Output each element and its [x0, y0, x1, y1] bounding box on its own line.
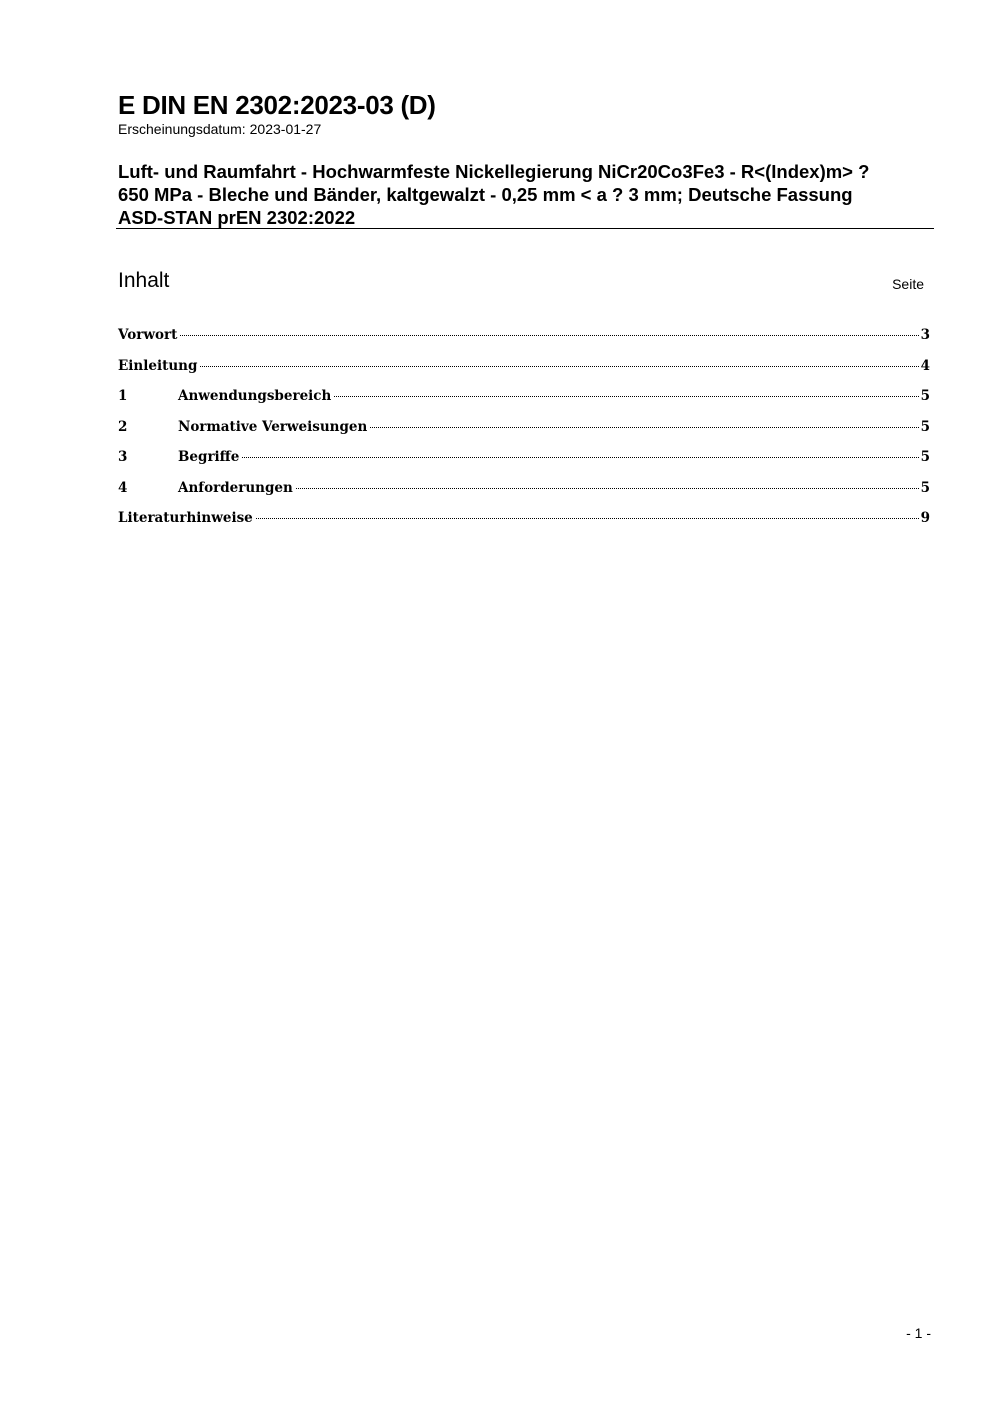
- toc-leader-dots: [242, 457, 918, 458]
- toc-leader-dots: [200, 366, 918, 367]
- toc-heading: Inhalt: [118, 269, 170, 292]
- toc-entry-page: 5: [920, 449, 930, 465]
- title-divider: [116, 228, 934, 229]
- toc-entry-label: Normative Verweisungen: [178, 418, 368, 435]
- toc-entry-label: Einleitung: [118, 357, 198, 374]
- document-title: [118, 160, 933, 229]
- toc-entry-einleitung[interactable]: [118, 357, 930, 388]
- toc-entry-literaturhinweise[interactable]: [118, 509, 930, 540]
- toc-leader-dots: [256, 518, 919, 519]
- toc-leader-dots: [180, 335, 918, 336]
- toc-entry-page: 3: [920, 327, 930, 343]
- toc-page-column-label: Seite: [892, 276, 924, 292]
- toc-entry-vorwort[interactable]: [118, 326, 930, 357]
- toc-entry-page: 5: [920, 418, 930, 435]
- toc-entry-normative-verweisungen[interactable]: [118, 418, 930, 449]
- toc-entry-number: 1: [118, 388, 128, 404]
- toc-leader-dots: [296, 488, 919, 489]
- title-line: Luft- und Raumfahrt - Hochwarmfeste Nickellegierung NiCr20Co3Fe3 - R<(Index)m> ?: [118, 161, 870, 182]
- publication-date-line: [118, 121, 321, 138]
- toc-entry-anforderungen[interactable]: [118, 479, 930, 510]
- toc-entry-label: Anforderungen: [178, 479, 293, 496]
- toc-leader-dots: [370, 427, 918, 428]
- toc-entry-label: Vorwort: [118, 327, 178, 343]
- toc-entry-page: 9: [920, 510, 930, 526]
- document-id: E DIN EN 2302:2023-03 (D): [118, 90, 436, 120]
- toc-entry-page: 4: [920, 357, 930, 374]
- toc-entry-begriffe[interactable]: [118, 448, 930, 479]
- toc-entry-number: 3: [118, 449, 128, 465]
- publication-date-label: Erscheinungsdatum:: [118, 121, 246, 137]
- toc-entry-label: Anwendungsbereich: [178, 388, 332, 404]
- toc-leader-dots: [334, 396, 918, 397]
- title-line: 650 MPa - Bleche und Bänder, kaltgewalzt - 0,25 mm < a ? 3 mm; Deutsche Fassung: [118, 184, 853, 205]
- publication-date-value: 2023-01-27: [249, 121, 322, 137]
- title-line: ASD-STAN prEN 2302:2022: [118, 207, 356, 228]
- page-number: - 1 -: [906, 1325, 931, 1341]
- toc-entry-page: 5: [920, 388, 930, 404]
- table-of-contents: [118, 326, 930, 540]
- toc-entry-label: Begriffe: [178, 449, 240, 465]
- toc-entry-label: Literaturhinweise: [118, 510, 253, 526]
- toc-entry-number: 2: [118, 418, 128, 435]
- toc-entry-anwendungsbereich[interactable]: [118, 387, 930, 418]
- toc-entry-page: 5: [920, 479, 930, 496]
- toc-entry-number: 4: [118, 479, 128, 496]
